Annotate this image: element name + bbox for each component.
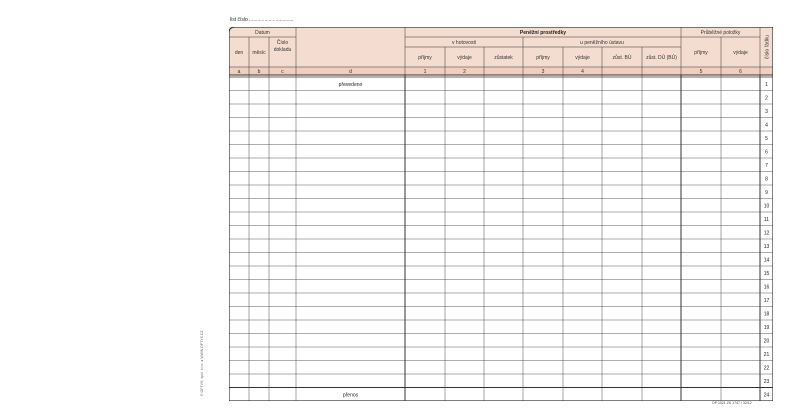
- den-header: den: [234, 50, 244, 56]
- code-row-cell: 3: [541, 68, 545, 75]
- cash-book-table: [229, 27, 773, 401]
- row-number: 3: [765, 108, 768, 115]
- row-number: 9: [765, 189, 768, 196]
- cislo-dokladu-header: Číslo: [276, 40, 289, 46]
- code-row-cell: 5: [699, 68, 703, 75]
- code-row-cell: d: [349, 68, 352, 75]
- transit-prijmy-header: příjmy: [694, 50, 708, 56]
- bank-prijmy-header: příjmy: [536, 55, 550, 61]
- mesic-header: měsíc: [252, 50, 266, 56]
- code-row-cell: 2: [463, 68, 466, 75]
- form-code: OP 1021 ZK 1747 / 32/12: [712, 401, 752, 405]
- prenos-label: přenos: [342, 392, 359, 399]
- table-frame: [229, 27, 773, 401]
- row-number: 18: [763, 311, 770, 318]
- bank-zust-bu-header: zůst. BÚ: [612, 55, 632, 61]
- code-row-cell: 4: [581, 68, 584, 75]
- prubezne-polozky-header: Průběžné položky: [700, 30, 741, 36]
- u-penezniho-ustavu-header: u peněžního ústavu: [580, 40, 624, 46]
- cislo-dokladu-header-line2: dokladu: [273, 47, 292, 53]
- row-number: 23: [763, 378, 770, 385]
- row-number: 19: [763, 324, 770, 331]
- penezni-prostredky-header: Peněžní prostředky: [519, 30, 567, 36]
- row-number: 24: [763, 392, 770, 399]
- row-number: 7: [765, 162, 768, 169]
- code-row-cell: 1: [423, 68, 427, 75]
- row-number: 1: [765, 81, 768, 88]
- prevedeno-label: převedeno: [338, 81, 363, 88]
- row-number: 17: [763, 297, 770, 304]
- row-number: 20: [763, 338, 770, 345]
- row-number: 8: [765, 176, 768, 183]
- code-row-background: [229, 67, 773, 75]
- row-number: 13: [763, 243, 770, 250]
- v-hotovosti-header: v hotovosti: [452, 40, 476, 46]
- row-number: 14: [763, 257, 770, 264]
- code-row-cell: a: [237, 68, 241, 75]
- list-number-label: list číslo ................................: [230, 17, 294, 23]
- row-number: 6: [765, 149, 768, 156]
- row-number: 4: [765, 122, 768, 129]
- cash-vydaje-header: výdaje: [457, 55, 472, 61]
- code-row-cell: b: [257, 68, 261, 75]
- bank-vydaje-header: výdaje: [575, 55, 590, 61]
- row-number: 21: [763, 351, 770, 358]
- code-row-cell: c: [281, 68, 284, 75]
- row-number: 22: [763, 365, 770, 372]
- code-row-cell: 6: [739, 68, 742, 75]
- bank-zust-du-header: zůst. DÚ (BÚ): [646, 55, 677, 61]
- row-number: 5: [765, 135, 768, 142]
- row-number: 12: [763, 230, 770, 237]
- row-number: 2: [765, 95, 768, 102]
- cash-zustatek-header: zůstatek: [494, 55, 513, 61]
- row-number: 10: [763, 203, 770, 210]
- row-number: 16: [763, 284, 770, 291]
- transit-vydaje-header: výdaje: [733, 50, 748, 56]
- publisher-note: © OPTYS, spol. s r.o. ● WWW.OPTYS.CZ: [200, 330, 204, 396]
- row-number: 15: [763, 270, 770, 277]
- datum-header: Datum: [255, 30, 270, 36]
- cash-book-sheet: [229, 27, 773, 401]
- row-number: 11: [763, 216, 770, 223]
- cash-prijmy-header: příjmy: [418, 55, 432, 61]
- cislo-radku-header: číslo řádku: [764, 34, 771, 60]
